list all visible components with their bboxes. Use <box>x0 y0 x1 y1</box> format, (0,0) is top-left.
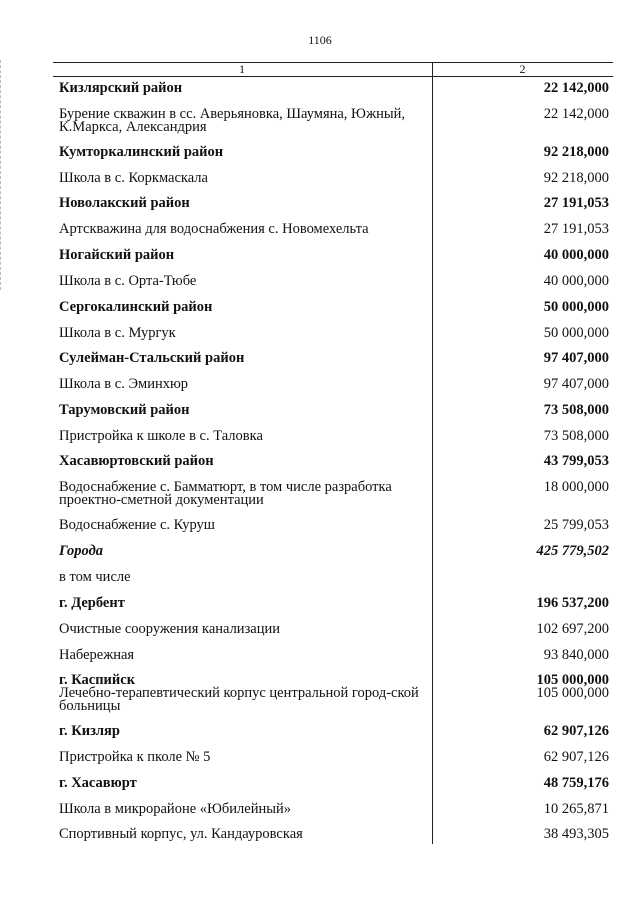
row-label-text: Сулейман-Стальский район <box>59 350 245 366</box>
row-label-text: Школа в микрорайоне «Юбилейный» <box>59 801 291 817</box>
row-value <box>544 197 609 210</box>
row-label-text: Сергокалинский район <box>59 299 213 315</box>
row-label-text: Пристройка к пколе № 5 <box>59 749 211 765</box>
row-label-text: Тарумовский район <box>59 402 190 418</box>
row-value-text: 62 907,126 <box>543 723 609 739</box>
row-value-text: 25 799,053 <box>543 517 609 533</box>
row-label <box>59 146 427 159</box>
row-value-text: 10 265,871 <box>543 801 609 817</box>
row-value <box>544 378 609 391</box>
row-value-text: 22 142,000 <box>543 80 609 96</box>
header-col-2: 2 <box>519 62 526 76</box>
row-label <box>59 327 427 340</box>
row-label-text: Артскважина для водоснабжения с. Новомехельта <box>59 221 369 237</box>
row-label <box>59 301 427 314</box>
row-value <box>544 519 609 532</box>
row-value <box>544 751 609 764</box>
row-label-text: Города <box>59 543 104 559</box>
row-label-text: Школа в с. Орта-Тюбе <box>59 273 197 289</box>
row-value <box>544 455 609 468</box>
row-value-text: 38 493,305 <box>543 826 609 842</box>
row-label-text: Хасавюртовский район <box>59 453 214 469</box>
row-label <box>59 649 427 662</box>
row-value <box>537 674 610 700</box>
row-label <box>59 223 427 236</box>
row-label-text: Школа в с. Эминхюр <box>59 376 189 392</box>
page-number: 1106 <box>308 33 332 47</box>
row-label-text: в том числе <box>59 569 131 585</box>
row-label-text: Школа в с. Коркмаскала <box>59 170 208 186</box>
row-value <box>537 545 610 558</box>
row-label <box>59 352 427 365</box>
row-value <box>537 597 610 610</box>
row-value-text: 97 407,000 <box>543 350 609 366</box>
header-col-1: 1 <box>239 62 245 76</box>
row-label <box>59 378 427 391</box>
row-label-text: Кумторкалинский район <box>59 144 224 160</box>
row-value <box>544 275 609 288</box>
row-value-text: 196 537,200 <box>536 595 609 611</box>
row-value-text: 425 779,502 <box>536 543 609 559</box>
row-label <box>59 519 427 532</box>
row-value <box>544 301 609 314</box>
row-value <box>544 649 609 662</box>
row-label <box>59 828 427 841</box>
row-label <box>59 623 427 636</box>
row-value-text: 105 000,000 <box>536 672 609 688</box>
row-label-text: Набережная <box>59 647 135 663</box>
row-label-text: г. Кизляр <box>59 723 120 739</box>
row-label-text: Очистные сооружения канализации <box>59 621 281 637</box>
row-value-text: 73 508,000 <box>543 428 609 444</box>
row-value <box>544 146 609 159</box>
row-label <box>59 430 427 443</box>
row-value-text: 50 000,000 <box>543 299 609 315</box>
row-label-text: Водоснабжение с. Куруш <box>59 517 215 533</box>
row-label <box>59 404 427 417</box>
row-sub-label: Лечебно-терапевтический корпус центральной город-ской больницы <box>59 685 419 714</box>
row-label-text: Водоснабжение с. Бамматюрт, в том числе разработка проектно-сметной документации <box>59 479 392 508</box>
row-label <box>59 172 427 185</box>
row-label <box>59 545 427 558</box>
row-value <box>544 404 609 417</box>
row-value-text: 93 840,000 <box>543 647 609 663</box>
row-value-text: 48 759,176 <box>543 775 609 791</box>
row-label <box>59 803 427 816</box>
row-value-text: 97 407,000 <box>543 376 609 392</box>
row-value-text: 40 000,000 <box>543 247 609 263</box>
scan-edge <box>0 60 2 290</box>
row-value <box>537 623 610 636</box>
row-label <box>59 455 427 468</box>
row-label <box>59 481 427 507</box>
row-label <box>59 777 427 790</box>
row-sub-value: 105 000,000 <box>536 685 609 701</box>
row-label-text: Ногайский район <box>59 247 175 263</box>
row-label-text: Школа в с. Мургук <box>59 325 176 341</box>
row-value-text: 27 191,053 <box>543 195 609 211</box>
row-label-text: Бурение скважин в сс. Аверьяновка, Шаумяна, Южный, К.Маркса, Александрия <box>59 106 406 135</box>
row-value <box>544 223 609 236</box>
row-value-text: 22 142,000 <box>543 106 609 122</box>
row-label <box>59 108 427 134</box>
row-value-text: 27 191,053 <box>543 221 609 237</box>
row-label <box>59 249 427 262</box>
row-value <box>544 249 609 262</box>
row-value <box>544 725 609 738</box>
row-label-text: Кизлярский район <box>59 80 183 96</box>
row-value <box>544 327 609 340</box>
row-label <box>59 725 427 738</box>
row-value <box>544 172 609 185</box>
row-value <box>544 777 609 790</box>
row-label-text: Спортивный корпус, ул. Кандауровская <box>59 826 303 842</box>
row-value <box>544 430 609 443</box>
row-value-text: 92 218,000 <box>543 170 609 186</box>
row-value-text: 18 000,000 <box>543 479 609 495</box>
table-header <box>53 62 613 77</box>
row-label-text: г. Хасавюрт <box>59 775 137 791</box>
budget-table <box>53 62 613 842</box>
row-value-text: 102 697,200 <box>536 621 609 637</box>
row-value-text: 62 907,126 <box>543 749 609 765</box>
row-label-text: Новолакский район <box>59 195 190 211</box>
row-label <box>59 197 427 210</box>
row-value-text: 50 000,000 <box>543 325 609 341</box>
row-value <box>544 82 609 95</box>
row-value <box>544 352 609 365</box>
row-label <box>59 275 427 288</box>
row-value <box>544 481 609 494</box>
row-label <box>59 571 427 584</box>
row-label <box>59 597 427 610</box>
row-value <box>544 828 609 841</box>
row-label <box>59 674 427 713</box>
row-label-text: г. Дербент <box>59 595 125 611</box>
row-value <box>544 803 609 816</box>
row-label-text: г. Каспийск <box>59 672 136 688</box>
row-label-text: Пристройка к школе в с. Таловка <box>59 428 263 444</box>
row-value-text: 92 218,000 <box>543 144 609 160</box>
row-value <box>544 108 609 121</box>
row-label <box>59 82 427 95</box>
column-divider <box>432 62 433 844</box>
row-label <box>59 751 427 764</box>
row-value-text: 73 508,000 <box>543 402 609 418</box>
row-value-text: 43 799,053 <box>543 453 609 469</box>
row-value-text: 40 000,000 <box>543 273 609 289</box>
